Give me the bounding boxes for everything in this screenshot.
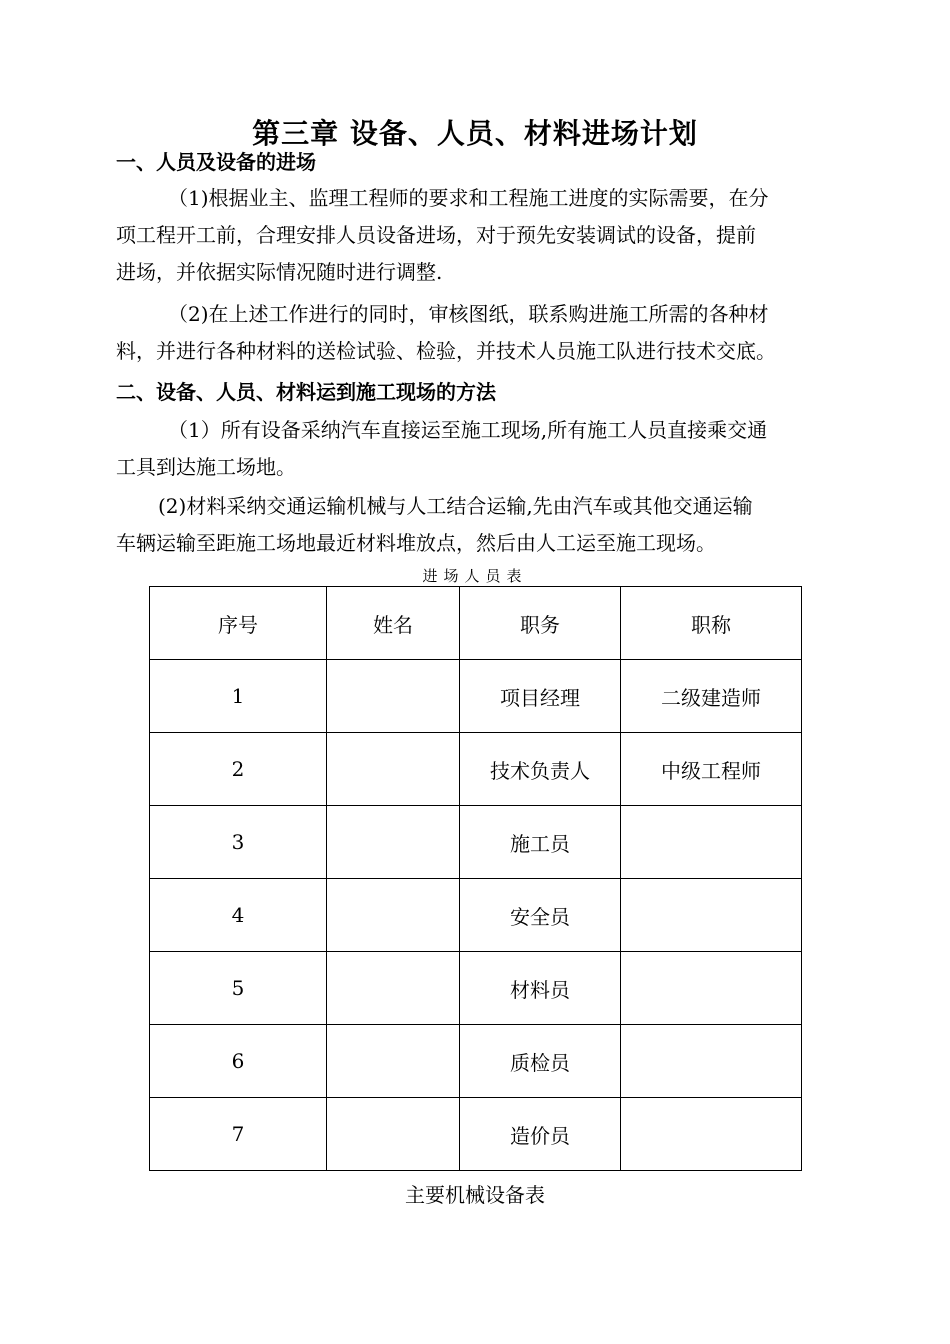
cell-title — [621, 879, 802, 952]
cell-name — [327, 1025, 460, 1098]
cell-position: 质检员 — [460, 1025, 621, 1098]
cell-index: 1 — [150, 660, 327, 733]
table-header-row — [150, 587, 802, 660]
cell-index: 2 — [150, 733, 327, 806]
equipment-table-caption: 主要机械设备表 — [405, 1183, 545, 1207]
cell-index: 7 — [150, 1098, 327, 1171]
text-line: (2)材料采纳交通运输机械与人工结合运输,先由汽车或其他交通运输 — [158, 494, 753, 518]
chapter-title: 第三章 设备、人员、材料进场计划 — [252, 117, 698, 150]
table-row — [150, 806, 802, 879]
header-cell-index: 序号 — [150, 587, 327, 660]
section2-paragraph-2 — [116, 488, 844, 562]
header-cell-name: 姓名 — [327, 587, 460, 660]
header-cell-position: 职务 — [460, 587, 621, 660]
table-row — [150, 1098, 802, 1171]
text-line: （2)在上述工作进行的同时，审核图纸，联系购进施工所需的各种材 — [168, 302, 769, 326]
cell-title: 二级建造师 — [621, 660, 802, 733]
text-line: 料，并进行各种材料的送检试验、检验，并技术人员施工队进行技术交底。 — [116, 339, 776, 363]
text-line: 工具到达施工场地。 — [116, 455, 296, 479]
staff-table — [149, 586, 802, 1171]
text-line: 车辆运输至距施工场地最近材料堆放点，然后由人工运至施工现场。 — [116, 531, 716, 555]
text-line: 项工程开工前，合理安排人员设备进场，对于预先安装调试的设备，提前 — [116, 223, 756, 247]
cell-title — [621, 1098, 802, 1171]
cell-position: 项目经理 — [460, 660, 621, 733]
cell-position: 技术负责人 — [460, 733, 621, 806]
cell-index: 4 — [150, 879, 327, 952]
cell-title — [621, 806, 802, 879]
cell-name — [327, 660, 460, 733]
table-row — [150, 879, 802, 952]
text-line: （1)根据业主、监理工程师的要求和工程施工进度的实际需要，在分 — [168, 186, 769, 210]
header-cell-title: 职称 — [621, 587, 802, 660]
table-row — [150, 952, 802, 1025]
cell-title — [621, 952, 802, 1025]
section-heading-2: 二、设备、人员、材料运到施工现场的方法 — [116, 380, 496, 404]
section2-paragraph-1 — [116, 412, 844, 486]
cell-name — [327, 952, 460, 1025]
cell-name — [327, 1098, 460, 1171]
cell-title: 中级工程师 — [621, 733, 802, 806]
cell-name — [327, 806, 460, 879]
cell-index: 6 — [150, 1025, 327, 1098]
text-line: 进场，并依据实际情况随时进行调整. — [116, 260, 443, 284]
section1-paragraph-2 — [116, 296, 844, 370]
section-heading-1: 一、人员及设备的进场 — [116, 150, 316, 174]
table-row — [150, 733, 802, 806]
cell-position: 材料员 — [460, 952, 621, 1025]
cell-position: 安全员 — [460, 879, 621, 952]
text-line: （1）所有设备采纳汽车直接运至施工现场,所有施工人员直接乘交通 — [168, 418, 768, 442]
cell-position: 造价员 — [460, 1098, 621, 1171]
cell-name — [327, 879, 460, 952]
cell-title — [621, 1025, 802, 1098]
cell-index: 5 — [150, 952, 327, 1025]
table-row — [150, 660, 802, 733]
section1-paragraph-1 — [116, 180, 844, 291]
table-row — [150, 1025, 802, 1098]
cell-name — [327, 733, 460, 806]
cell-position: 施工员 — [460, 806, 621, 879]
staff-table-caption: 进场人员表 — [422, 567, 528, 585]
cell-index: 3 — [150, 806, 327, 879]
